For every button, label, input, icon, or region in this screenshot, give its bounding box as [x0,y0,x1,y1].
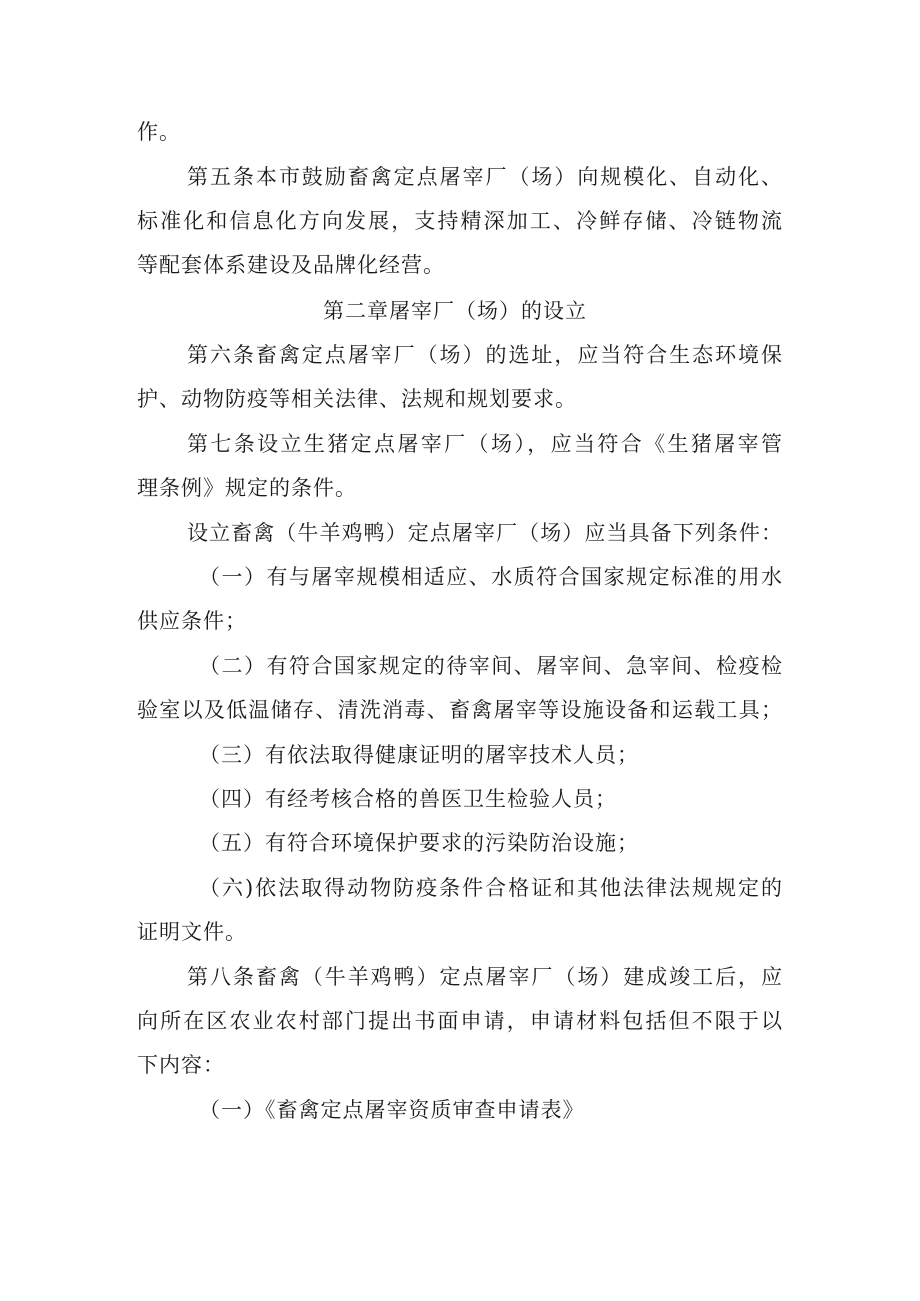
item-3: （三）有依法取得健康证明的屠宰技术人员； [199,743,639,767]
item-6-line-1: （六)依法取得动物防疫条件合格证和其他法律法规规定的 [199,876,783,900]
item-2-line-2: 验室以及低温储存、清洗消毒、畜禽屠宰等设施设备和运载工具； [137,698,783,722]
article-8-line-1: 第八条畜禽（牛羊鸡鸭）定点屠宰厂（场）建成竣工后，应 [187,965,783,989]
item-6-line-2: 证明文件。 [137,920,247,944]
article-7-line-2: 理条例》规定的条件。 [137,476,357,500]
item-1-line-2: 供应条件； [137,609,247,633]
text-line-continuation: 作。 [137,120,181,144]
item-1-line-1: （一）有与屠宰规模相适应、水质符合国家规定标准的用水 [199,565,783,589]
article-6-line-1: 第六条畜禽定点屠宰厂（场）的选址，应当符合生态环境保 [187,343,783,367]
article-8-item-1: （一）《畜禽定点屠宰资质审查申请表》 [199,1098,585,1122]
article-5-line-1: 第五条本市鼓励畜禽定点屠宰厂（场）向规模化、自动化、 [187,165,783,189]
item-4: （四）有经考核合格的兽医卫生检验人员； [199,787,617,811]
article-8-line-2: 向所在区农业农村部门提出书面申请，申请材料包括但不限于以 [137,1009,783,1033]
article-7-para-2: 设立畜禽（牛羊鸡鸭）定点屠宰厂（场）应当具备下列条件： [187,521,783,545]
article-7-line-1: 第七条设立生猪定点屠宰厂（场），应当符合《生猪屠宰管 [187,432,783,456]
article-5-line-3: 等配套体系建设及品牌化经营。 [137,253,445,277]
article-6-line-2: 护、动物防疫等相关法律、法规和规划要求。 [137,387,577,411]
article-5-line-2: 标准化和信息化方向发展，支持精深加工、冷鲜存储、冷链物流 [137,209,783,233]
item-2-line-1: （二）有符合国家规定的待宰间、屠宰间、急宰间、检疫检 [199,654,783,678]
article-8-line-3: 下内容： [137,1053,225,1077]
item-5: （五）有符合环境保护要求的污染防治设施； [199,831,639,855]
chapter-2-heading: 第二章屠宰厂（场）的设立 [323,299,587,323]
